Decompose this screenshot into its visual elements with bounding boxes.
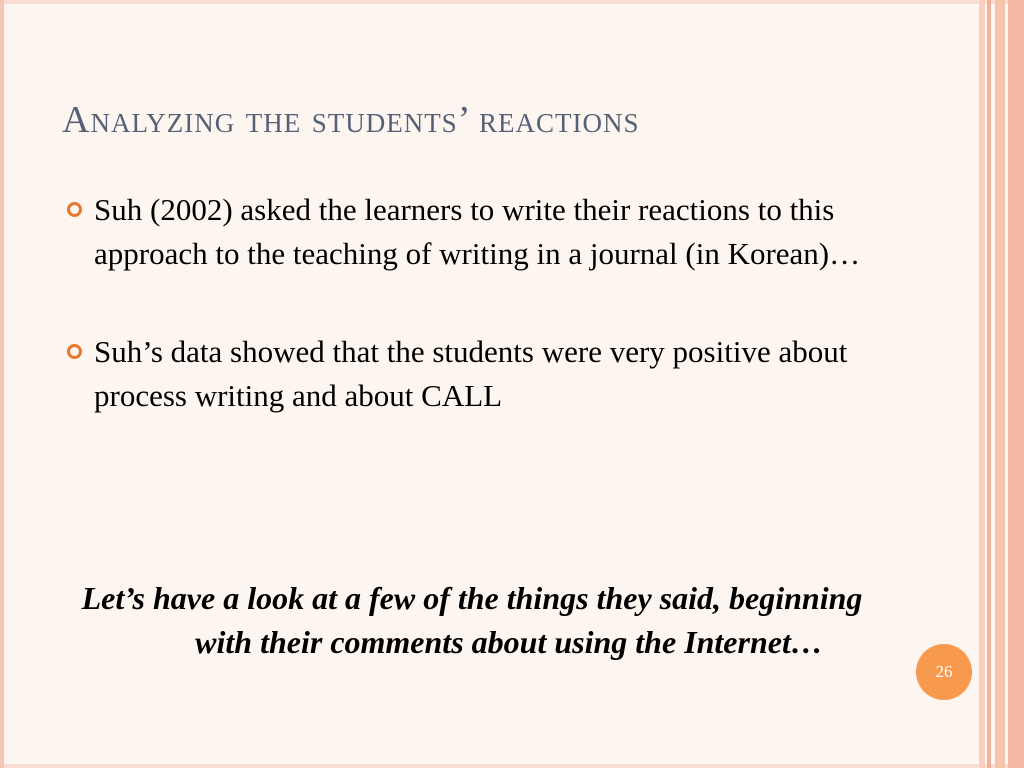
decorative-stripe	[1008, 0, 1024, 768]
decorative-stripe	[995, 0, 1005, 768]
bullet-text: Suh’s data showed that the students were very positive about process writing and about CALL	[94, 334, 848, 413]
decorative-stripe	[987, 0, 991, 768]
bullet-item	[62, 188, 882, 276]
slide-title: Analyzing the students’ reactions	[62, 99, 640, 141]
frame-bottom-border	[0, 764, 1024, 768]
bullet-list	[62, 188, 882, 418]
decorative-stripe	[979, 0, 985, 768]
bullet-ring-icon	[67, 202, 82, 217]
bullet-text: Suh (2002) asked the learners to write their reactions to this approach to the teaching of writing in a journal (in Korean)…	[94, 192, 861, 271]
frame-top-border	[0, 0, 1024, 4]
bullet-item	[62, 330, 882, 418]
frame-left-border	[0, 0, 4, 768]
bullet-ring-icon	[67, 344, 82, 359]
page-number-badge: 26	[916, 644, 972, 700]
closing-statement: Let’s have a look at a few of the things they said, beginning with their comments about using the Internet…	[81, 580, 863, 660]
